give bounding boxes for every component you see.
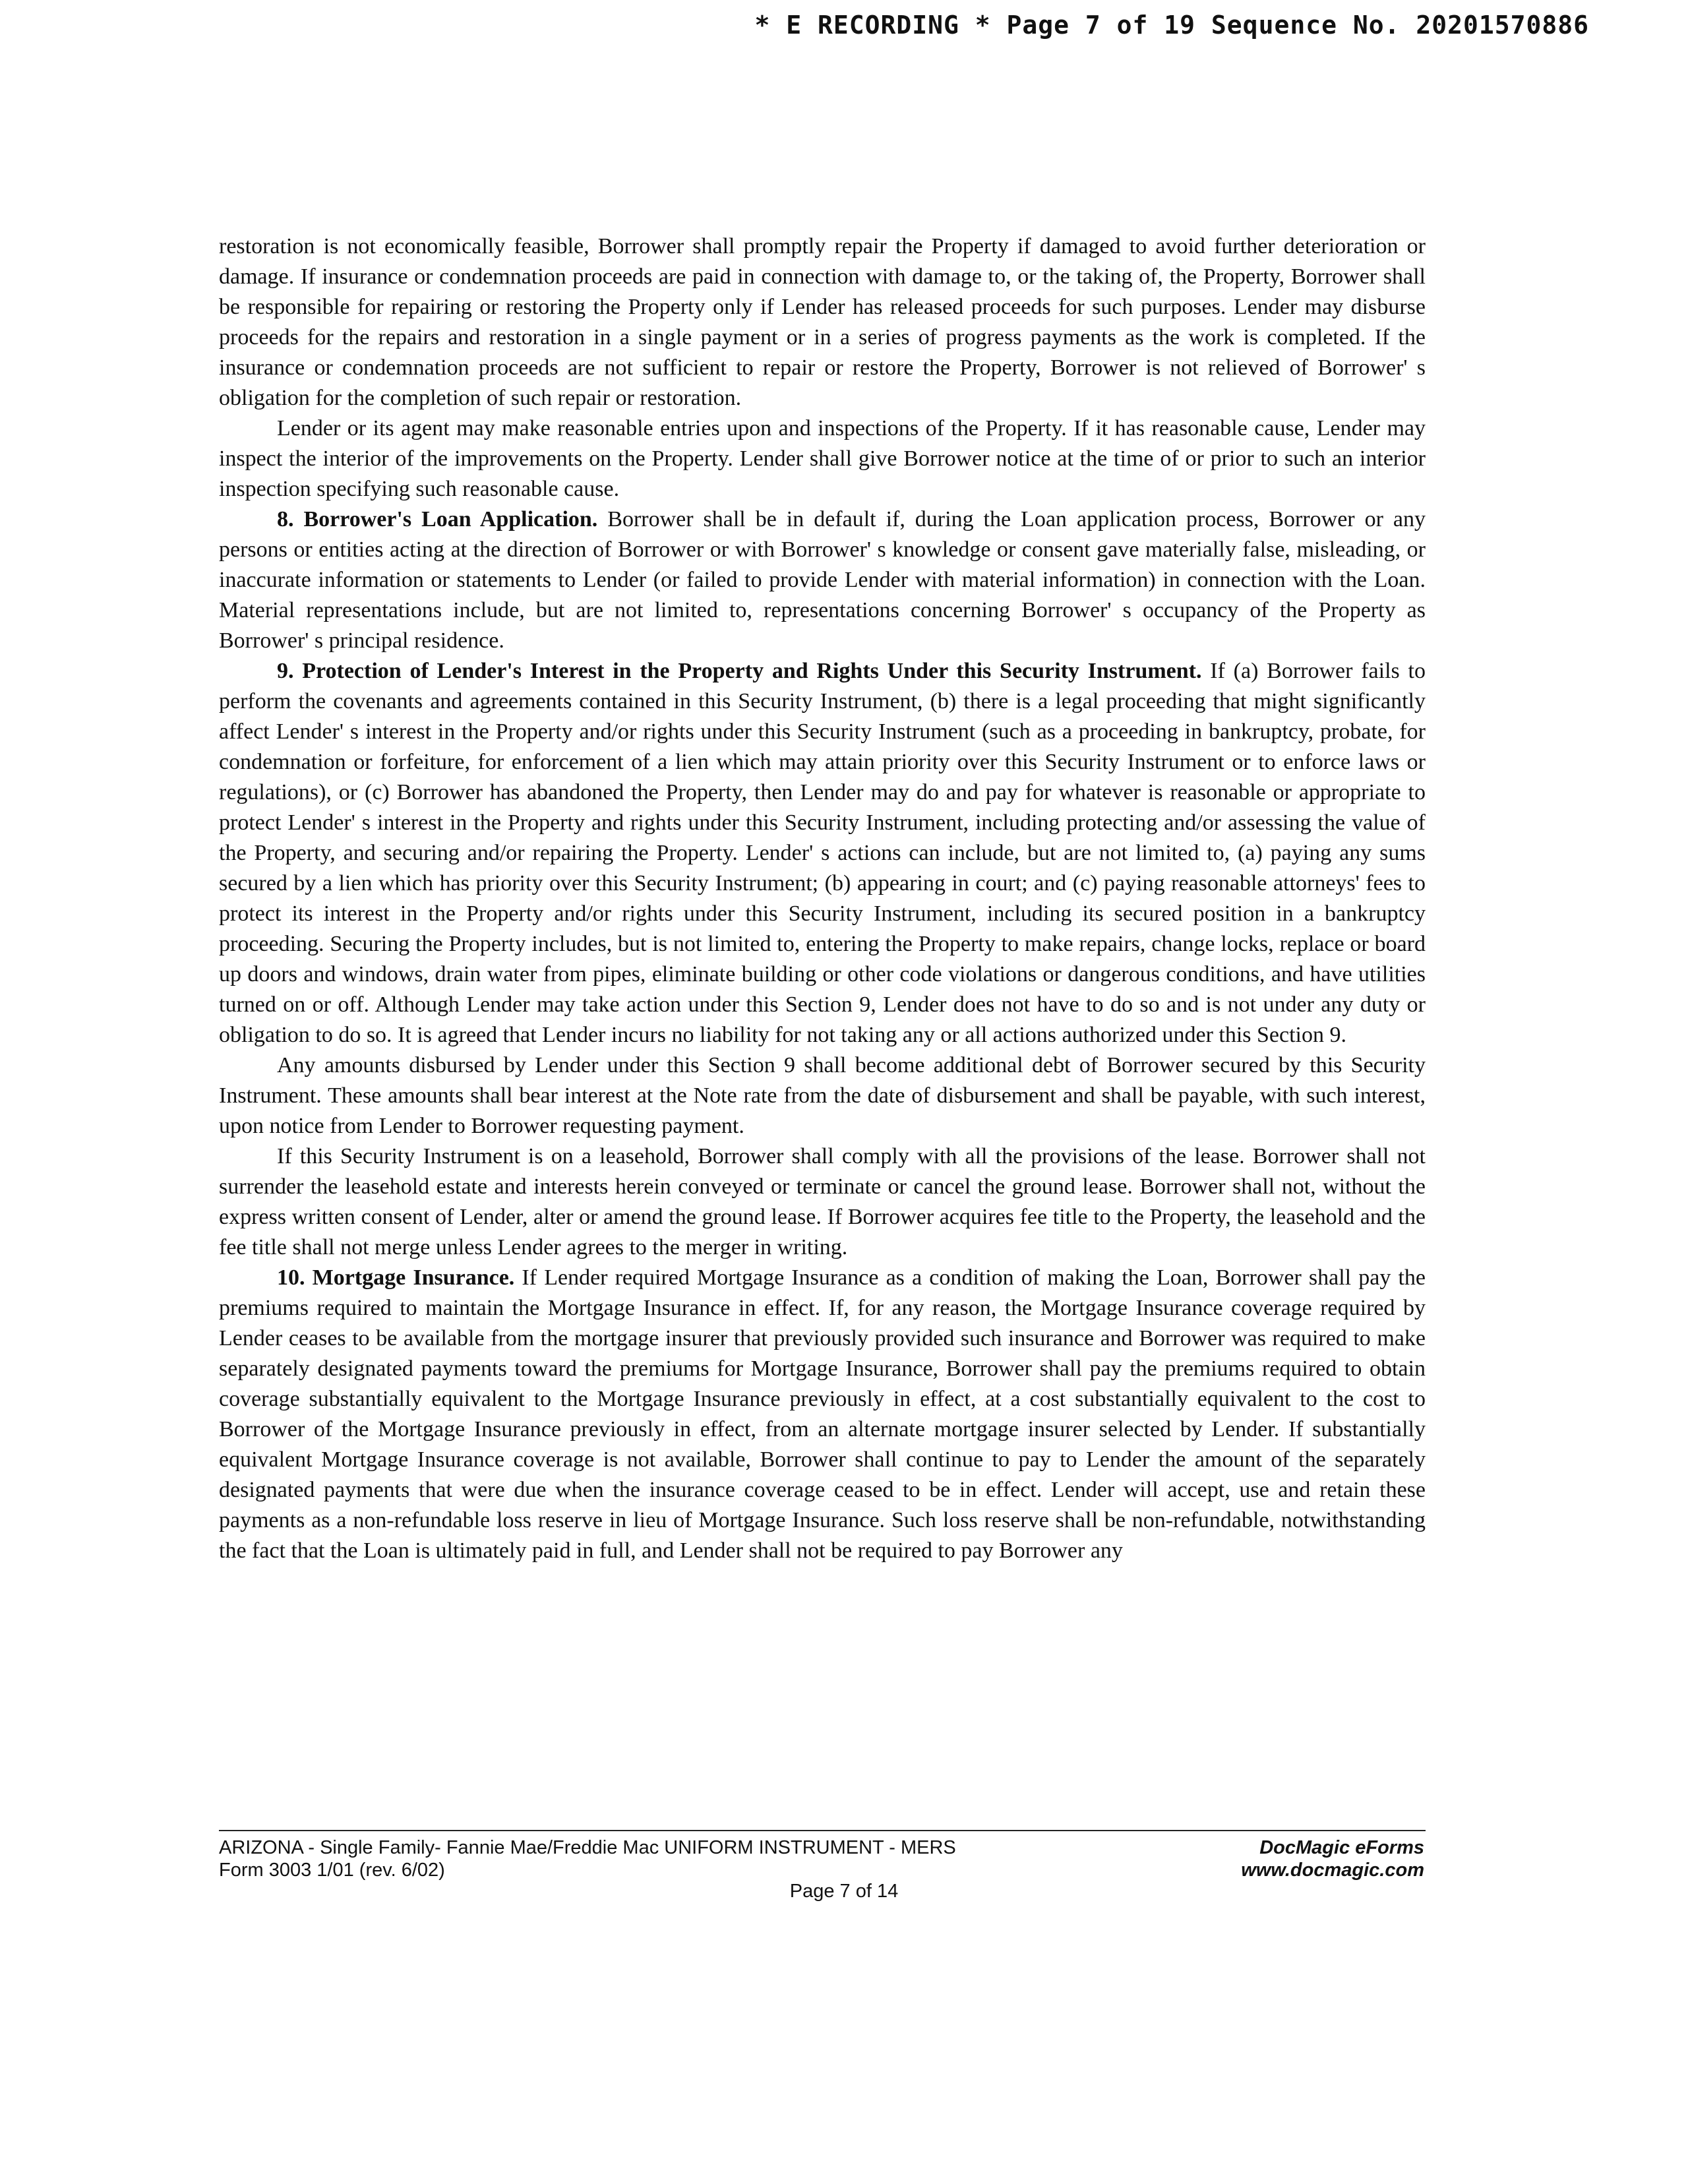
docmagic-website: www.docmagic.com [1241,1860,1424,1881]
docmagic-logo: DocMagic eForms [1259,1837,1424,1858]
section-10-text: If Lender required Mortgage Insurance as a condition of making the Loan, Borrower shall pay the premiums required to maintain the Mortgage Insurance in effect. If, for any reason, the Mortgage Insurance coverage required by Lender ceases to be available from the mortgage insurer that previously provided such insurance and Borrower was required to make separately designated payments toward the premiums for Mortgage Insurance, Borrower shall pay the premiums required to obtain coverage substantially equivalent to the Mortgage Insurance previously in effect, at a cost substantially equivalent to the cost to Borrower of the Mortgage Insurance previously in effect, from an alternate mortgage insurer selected by Lender. If substantially equivalent Mortgage Insurance coverage is not available, Borrower shall continue to pay to Lender the amount of the separately designated payments that were due when the insurance coverage ceased to be in effect. Lender will accept, use and retain these payments as a non-refundable loss reserve in lieu of Mortgage Insurance. Such loss reserve shall be non-refundable, notwithstanding the fact that the Loan is ultimately paid in full, and Lender shall not be required to pay Borrower any [219,1265,1426,1563]
footer-form-info [219,1836,956,1881]
paragraph-leasehold: If this Security Instrument is on a leasehold, Borrower shall comply with all the provisions of the lease. Borrower shall not surrender the leasehold estate and interests herein conveyed or terminate or cancel the ground lease. Borrower shall not, without the express written consent of Lender, alter or amend the ground lease. If Borrower acquires fee title to the Property, the leasehold and the fee title shall not merge unless Lender agrees to the merger in writing. [219,1144,1426,1259]
footer-divider [219,1830,1426,1831]
footer-form-line-1: ARIZONA - Single Family- Fannie Mae/Freddie Mac UNIFORM INSTRUMENT - MERS [219,1837,956,1858]
footer-brand [1241,1836,1424,1881]
section-9-heading: 9. Protection of Lender's Interest in the Property and Rights Under this Security Instrument. [277,659,1202,683]
section-8 [219,504,1426,656]
page-number: Page 7 of 14 [789,1881,899,1902]
recording-stamp: * E RECORDING * Page 7 of 19 Sequence No. 20201570886 [754,11,1589,40]
section-9-text: If (a) Borrower fails to perform the covenants and agreements contained in this Security Instrument, (b) there is a legal proceeding that might significantly affect Lender' s interest in the Property and/or rights under this Security Instrument (such as a proceeding in bankruptcy, probate, for condemnation or forfeiture, for enforcement of a lien which may attain priority over this Security Instrument or to enforce laws or regulations), or (c) Borrower has abandoned the Property, then Lender may do and pay for whatever is reasonable or appropriate to protect Lender' s interest in the Property and rights under this Security Instrument, including protecting and/or assessing the value of the Property, and securing and/or repairing the Property. Lender' s actions can include, but are not limited to, (a) paying any sums secured by a lien which has priority over this Security Instrument; (b) appearing in court; and (c) paying reasonable attorneys' fees to protect its interest in the Property and/or rights under this Security Instrument, including its secured position in a bankruptcy proceeding. Securing the Property includes, but is not limited to, entering the Property to make repairs, change locks, replace or board up doors and windows, drain water from pipes, eliminate building or other code violations or dangerous conditions, and have utilities turned on or off. Although Lender may take action under this Section 9, Lender does not have to do so and is not under any duty or obligation to do so. It is agreed that Lender incurs no liability for not taking any or all actions authorized under this Section 9. [219,659,1426,1047]
section-9 [219,656,1426,1050]
paragraph-amounts-disbursed: Any amounts disbursed by Lender under this Section 9 shall become additional debt of Borrower secured by this Security Instrument. These amounts shall bear interest at the Note rate from the date of disbursement and shall be payable, with such interest, upon notice from Lender to Borrower requesting payment. [219,1053,1426,1138]
section-10 [219,1263,1426,1566]
section-8-heading: 8. Borrower's Loan Application. [277,507,598,531]
section-10-heading: 10. Mortgage Insurance. [277,1265,515,1290]
footer-form-line-2: Form 3003 1/01 (rev. 6/02) [219,1860,445,1881]
section-8-text: Borrower shall be in default if, during the Loan application process, Borrower or any persons or entities acting at the direction of Borrower or with Borrower' s knowledge or consent gave materially false, misleading, or inaccurate information or statements to Lender (or failed to provide Lender with material information) in connection with the Loan. Material representations include, but are not limited to, representations concerning Borrower' s occupancy of the Property as Borrower' s principal residence. [219,507,1426,653]
paragraph-restoration: restoration is not economically feasible, Borrower shall promptly repair the Property if damaged to avoid further deterioration or damage. If insurance or condemnation proceeds are paid in connection with damage to, or the taking of, the Property, Borrower shall be responsible for repairing or restoring the Property only if Lender has released proceeds for such purposes. Lender may disburse proceeds for the repairs and restoration in a single payment or in a series of progress payments as the work is completed. If the insurance or condemnation proceeds are not sufficient to repair or restore the Property, Borrower is not relieved of Borrower' s obligation for the completion of such repair or restoration. [219,234,1426,410]
paragraph-inspections: Lender or its agent may make reasonable entries upon and inspections of the Property. If it has reasonable cause, Lender may inspect the interior of the improvements on the Property. Lender shall give Borrower notice at the time of or prior to such an interior inspection specifying such reasonable cause. [219,416,1426,501]
document-body [219,231,1426,1566]
